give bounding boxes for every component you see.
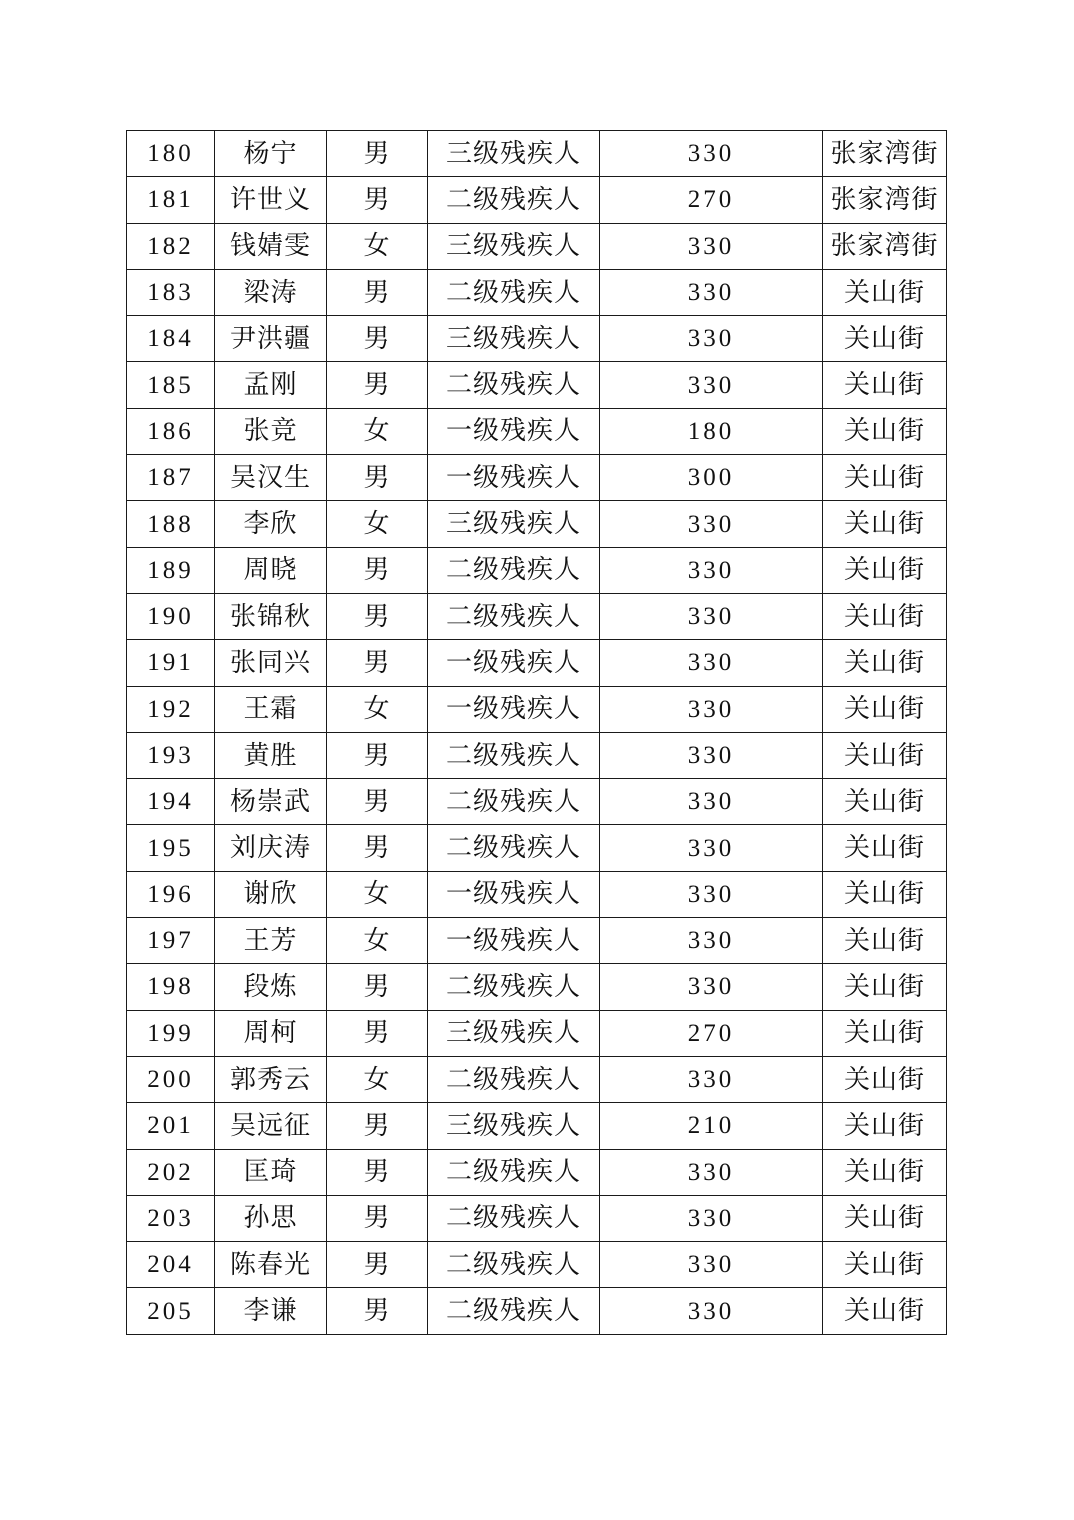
amount-cell: 330 <box>600 269 823 315</box>
street-cell: 关山街 <box>823 918 947 964</box>
name-cell: 许世义 <box>215 177 327 223</box>
row-number-cell: 190 <box>127 593 215 639</box>
disability-level-cell: 二级残疾人 <box>428 964 600 1010</box>
disability-level-cell: 一级残疾人 <box>428 408 600 454</box>
street-cell: 关山街 <box>823 686 947 732</box>
gender-cell: 女 <box>327 501 428 547</box>
name-cell: 王霜 <box>215 686 327 732</box>
name-cell: 王芳 <box>215 918 327 964</box>
amount-cell: 330 <box>600 1195 823 1241</box>
table-row <box>127 269 947 315</box>
street-cell: 关山街 <box>823 408 947 454</box>
disability-level-cell: 二级残疾人 <box>428 1242 600 1288</box>
gender-cell: 男 <box>327 1242 428 1288</box>
amount-cell: 330 <box>600 501 823 547</box>
table-body <box>127 131 947 1335</box>
disability-level-cell: 二级残疾人 <box>428 1288 600 1334</box>
disability-level-cell: 三级残疾人 <box>428 501 600 547</box>
disability-level-cell: 二级残疾人 <box>428 825 600 871</box>
table-row <box>127 686 947 732</box>
disability-level-cell: 二级残疾人 <box>428 362 600 408</box>
amount-cell: 330 <box>600 732 823 778</box>
name-cell: 刘庆涛 <box>215 825 327 871</box>
street-cell: 张家湾街 <box>823 131 947 177</box>
table-row <box>127 131 947 177</box>
amount-cell: 330 <box>600 1242 823 1288</box>
street-cell: 关山街 <box>823 825 947 871</box>
amount-cell: 330 <box>600 1149 823 1195</box>
name-cell: 尹洪疆 <box>215 316 327 362</box>
name-cell: 孟刚 <box>215 362 327 408</box>
table-row <box>127 732 947 778</box>
street-cell: 关山街 <box>823 547 947 593</box>
name-cell: 梁涛 <box>215 269 327 315</box>
street-cell: 关山街 <box>823 593 947 639</box>
gender-cell: 男 <box>327 1195 428 1241</box>
disability-level-cell: 二级残疾人 <box>428 1149 600 1195</box>
street-cell: 关山街 <box>823 1103 947 1149</box>
street-cell: 张家湾街 <box>823 177 947 223</box>
amount-cell: 330 <box>600 918 823 964</box>
row-number-cell: 183 <box>127 269 215 315</box>
row-number-cell: 204 <box>127 1242 215 1288</box>
street-cell: 关山街 <box>823 1056 947 1102</box>
row-number-cell: 182 <box>127 223 215 269</box>
row-number-cell: 193 <box>127 732 215 778</box>
row-number-cell: 181 <box>127 177 215 223</box>
name-cell: 黄胜 <box>215 732 327 778</box>
gender-cell: 女 <box>327 686 428 732</box>
disability-level-cell: 二级残疾人 <box>428 732 600 778</box>
name-cell: 周晓 <box>215 547 327 593</box>
amount-cell: 330 <box>600 362 823 408</box>
row-number-cell: 186 <box>127 408 215 454</box>
name-cell: 杨宁 <box>215 131 327 177</box>
disability-level-cell: 一级残疾人 <box>428 918 600 964</box>
amount-cell: 330 <box>600 964 823 1010</box>
name-cell: 孙思 <box>215 1195 327 1241</box>
street-cell: 张家湾街 <box>823 223 947 269</box>
row-number-cell: 188 <box>127 501 215 547</box>
name-cell: 匡琦 <box>215 1149 327 1195</box>
row-number-cell: 187 <box>127 455 215 501</box>
row-number-cell: 189 <box>127 547 215 593</box>
name-cell: 张锦秋 <box>215 593 327 639</box>
disability-level-cell: 二级残疾人 <box>428 547 600 593</box>
table-row <box>127 640 947 686</box>
gender-cell: 男 <box>327 593 428 639</box>
name-cell: 谢欣 <box>215 871 327 917</box>
row-number-cell: 198 <box>127 964 215 1010</box>
street-cell: 关山街 <box>823 362 947 408</box>
table-row <box>127 779 947 825</box>
disability-level-cell: 三级残疾人 <box>428 316 600 362</box>
street-cell: 关山街 <box>823 1242 947 1288</box>
disability-level-cell: 三级残疾人 <box>428 223 600 269</box>
gender-cell: 男 <box>327 1010 428 1056</box>
disability-level-cell: 三级残疾人 <box>428 1103 600 1149</box>
table-row <box>127 1103 947 1149</box>
name-cell: 周柯 <box>215 1010 327 1056</box>
street-cell: 关山街 <box>823 640 947 686</box>
street-cell: 关山街 <box>823 316 947 362</box>
amount-cell: 330 <box>600 640 823 686</box>
amount-cell: 330 <box>600 1288 823 1334</box>
disability-level-cell: 二级残疾人 <box>428 269 600 315</box>
row-number-cell: 205 <box>127 1288 215 1334</box>
street-cell: 关山街 <box>823 1010 947 1056</box>
street-cell: 关山街 <box>823 1288 947 1334</box>
table-row <box>127 408 947 454</box>
street-cell: 关山街 <box>823 871 947 917</box>
gender-cell: 男 <box>327 1103 428 1149</box>
gender-cell: 女 <box>327 408 428 454</box>
table-row <box>127 1010 947 1056</box>
row-number-cell: 191 <box>127 640 215 686</box>
gender-cell: 女 <box>327 918 428 964</box>
table-row <box>127 501 947 547</box>
gender-cell: 女 <box>327 223 428 269</box>
disability-level-cell: 一级残疾人 <box>428 640 600 686</box>
street-cell: 关山街 <box>823 455 947 501</box>
gender-cell: 女 <box>327 871 428 917</box>
amount-cell: 270 <box>600 177 823 223</box>
street-cell: 关山街 <box>823 1195 947 1241</box>
row-number-cell: 201 <box>127 1103 215 1149</box>
disability-level-cell: 三级残疾人 <box>428 1010 600 1056</box>
gender-cell: 男 <box>327 455 428 501</box>
amount-cell: 330 <box>600 223 823 269</box>
name-cell: 吴汉生 <box>215 455 327 501</box>
amount-cell: 300 <box>600 455 823 501</box>
table-row <box>127 918 947 964</box>
name-cell: 郭秀云 <box>215 1056 327 1102</box>
table-row <box>127 455 947 501</box>
street-cell: 关山街 <box>823 501 947 547</box>
row-number-cell: 184 <box>127 316 215 362</box>
name-cell: 段炼 <box>215 964 327 1010</box>
amount-cell: 330 <box>600 131 823 177</box>
gender-cell: 男 <box>327 177 428 223</box>
name-cell: 钱婧雯 <box>215 223 327 269</box>
table-row <box>127 1195 947 1241</box>
gender-cell: 男 <box>327 547 428 593</box>
name-cell: 李欣 <box>215 501 327 547</box>
gender-cell: 男 <box>327 732 428 778</box>
gender-cell: 男 <box>327 779 428 825</box>
gender-cell: 男 <box>327 131 428 177</box>
name-cell: 李谦 <box>215 1288 327 1334</box>
disability-level-cell: 二级残疾人 <box>428 177 600 223</box>
amount-cell: 330 <box>600 779 823 825</box>
table-row <box>127 593 947 639</box>
table-row <box>127 223 947 269</box>
name-cell: 杨崇武 <box>215 779 327 825</box>
gender-cell: 男 <box>327 1149 428 1195</box>
row-number-cell: 192 <box>127 686 215 732</box>
gender-cell: 女 <box>327 1056 428 1102</box>
disability-level-cell: 二级残疾人 <box>428 1056 600 1102</box>
table-row <box>127 1288 947 1334</box>
row-number-cell: 200 <box>127 1056 215 1102</box>
gender-cell: 男 <box>327 640 428 686</box>
disability-level-cell: 三级残疾人 <box>428 131 600 177</box>
row-number-cell: 180 <box>127 131 215 177</box>
amount-cell: 210 <box>600 1103 823 1149</box>
gender-cell: 男 <box>327 964 428 1010</box>
amount-cell: 330 <box>600 593 823 639</box>
name-cell: 张同兴 <box>215 640 327 686</box>
amount-cell: 330 <box>600 825 823 871</box>
gender-cell: 男 <box>327 825 428 871</box>
table-row <box>127 1242 947 1288</box>
street-cell: 关山街 <box>823 964 947 1010</box>
name-cell: 张竞 <box>215 408 327 454</box>
row-number-cell: 199 <box>127 1010 215 1056</box>
amount-cell: 330 <box>600 686 823 732</box>
table-row <box>127 316 947 362</box>
table-row <box>127 1149 947 1195</box>
table-row <box>127 1056 947 1102</box>
amount-cell: 330 <box>600 316 823 362</box>
amount-cell: 270 <box>600 1010 823 1056</box>
row-number-cell: 197 <box>127 918 215 964</box>
table-row <box>127 871 947 917</box>
table-row <box>127 547 947 593</box>
table-row <box>127 362 947 408</box>
row-number-cell: 196 <box>127 871 215 917</box>
row-number-cell: 203 <box>127 1195 215 1241</box>
disability-level-cell: 一级残疾人 <box>428 686 600 732</box>
street-cell: 关山街 <box>823 732 947 778</box>
row-number-cell: 185 <box>127 362 215 408</box>
amount-cell: 330 <box>600 871 823 917</box>
row-number-cell: 194 <box>127 779 215 825</box>
disability-subsidy-table <box>126 130 947 1335</box>
table-row <box>127 964 947 1010</box>
table-row <box>127 177 947 223</box>
disability-level-cell: 二级残疾人 <box>428 1195 600 1241</box>
gender-cell: 男 <box>327 362 428 408</box>
disability-level-cell: 二级残疾人 <box>428 779 600 825</box>
row-number-cell: 202 <box>127 1149 215 1195</box>
amount-cell: 330 <box>600 1056 823 1102</box>
gender-cell: 男 <box>327 316 428 362</box>
name-cell: 陈春光 <box>215 1242 327 1288</box>
table-row <box>127 825 947 871</box>
street-cell: 关山街 <box>823 779 947 825</box>
row-number-cell: 195 <box>127 825 215 871</box>
street-cell: 关山街 <box>823 269 947 315</box>
disability-level-cell: 一级残疾人 <box>428 871 600 917</box>
name-cell: 吴远征 <box>215 1103 327 1149</box>
amount-cell: 180 <box>600 408 823 454</box>
gender-cell: 男 <box>327 269 428 315</box>
amount-cell: 330 <box>600 547 823 593</box>
disability-level-cell: 二级残疾人 <box>428 593 600 639</box>
gender-cell: 男 <box>327 1288 428 1334</box>
street-cell: 关山街 <box>823 1149 947 1195</box>
disability-level-cell: 一级残疾人 <box>428 455 600 501</box>
